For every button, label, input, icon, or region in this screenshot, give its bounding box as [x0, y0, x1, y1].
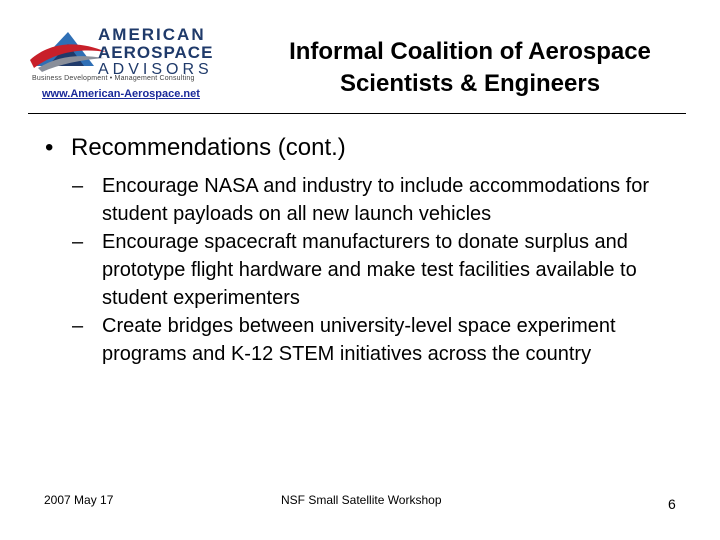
company-logo: [28, 22, 223, 102]
logo-line-advisors: ADVISORS: [98, 61, 213, 78]
sub-bullet-item: [72, 172, 652, 228]
dash-icon: –: [72, 231, 84, 253]
slide-title: [240, 36, 700, 100]
title-divider: [28, 113, 686, 114]
logo-line-aerospace: AEROSPACE: [98, 43, 214, 62]
sub-bullet-item: [72, 228, 652, 312]
company-url-link[interactable]: www.American-Aerospace.net: [42, 88, 200, 100]
sub-bullet-text: Create bridges between university-level space experiment programs and K-12 STEM initiatives across the country: [102, 315, 616, 365]
slide-title-line-1: Informal Coalition of Aerospace: [289, 38, 651, 65]
logo-line-american: AMERICAN: [98, 25, 206, 44]
footer-event: NSF Small Satellite Workshop: [281, 493, 442, 507]
sub-bullet-item: [72, 312, 652, 368]
logo-tagline: Business Development • Management Consulting: [32, 75, 195, 82]
main-bullet: [45, 133, 346, 163]
sub-bullet-text: Encourage spacecraft manufacturers to donate surplus and prototype flight hardware and make test facilities available to student experimenters: [102, 231, 637, 309]
footer-date: 2007 May 17: [44, 493, 114, 507]
page-number: 6: [668, 496, 676, 512]
dash-icon: –: [72, 315, 84, 337]
sub-bullet-text: Encourage NASA and industry to include accommodations for student payloads on all new launch vehicles: [102, 175, 649, 225]
logo-wordmark: [98, 26, 228, 78]
slide-title-line-2: Scientists & Engineers: [339, 70, 601, 97]
bullet-dot-icon: •: [45, 134, 54, 161]
main-bullet-text: Recommendations (cont.): [71, 134, 346, 161]
sub-bullet-list: [72, 172, 652, 368]
dash-icon: –: [72, 175, 84, 197]
logo-swoosh-icon: [28, 22, 108, 82]
